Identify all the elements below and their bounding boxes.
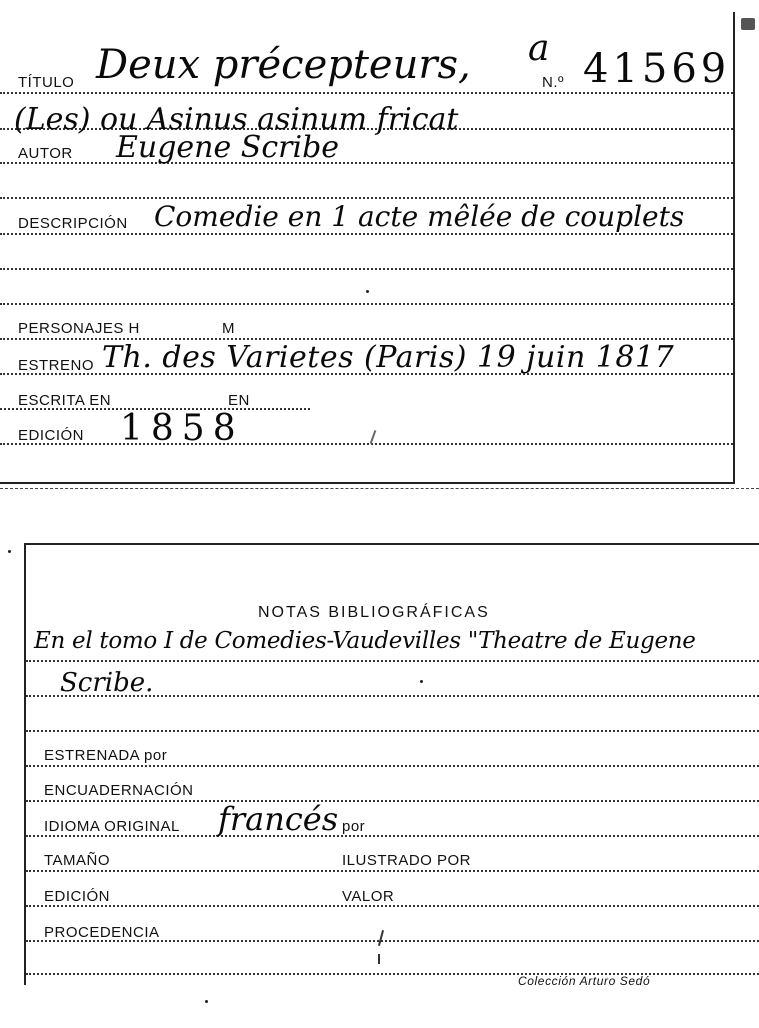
edicion-value: 1858 [120,408,244,449]
edicion-label: EDICIÓN [18,427,85,444]
personajes-m-label: M [222,320,235,337]
encuadernacion-label: ENCUADERNACIÓN [44,782,194,799]
numero-value: 41569 [583,46,731,92]
titulo-label: TÍTULO [18,74,75,91]
rule-line [26,870,759,872]
rule-line [0,92,733,94]
numero-label: N.º [542,74,564,91]
escrita-en-label: ESCRITA EN [18,392,112,409]
rule-line [26,835,759,837]
notas-value-line1: En el tomo I de Comedies-Vaudevilles "Theatre de Eugene [34,628,696,654]
ilustrado-label: ILUSTRADO POR [342,852,472,869]
autor-value: Eugene Scribe [116,130,340,165]
titulo-superscript: a [528,28,550,69]
stray-mark [205,1000,208,1003]
rule-line [26,905,759,907]
rule-line [0,443,733,445]
rule-line [26,800,759,802]
autor-label: AUTOR [18,145,73,162]
estreno-value: Th. des Varietes (Paris) 19 juin 1817 [102,340,675,375]
rule-line [0,268,733,270]
coleccion-imprint: Colección Arturo Sedó [518,974,651,988]
rule-line [26,730,759,732]
escrita-en-second-label: EN [228,392,250,409]
rule-line [0,197,733,199]
idioma-label: IDIOMA ORIGINAL [44,818,180,835]
idioma-por-label: por [342,818,366,835]
rule-line [26,660,759,662]
descripcion-value: Comedie en 1 acte mêlée de couplets [154,200,685,233]
stray-mark [741,18,755,30]
rule-line [0,162,733,164]
stray-mark [378,954,380,964]
notas-heading: NOTAS BIBLIOGRÁFICAS [258,604,490,621]
cut-line [0,488,759,489]
procedencia-label: PROCEDENCIA [44,924,160,941]
stray-mark [366,290,369,293]
descripcion-label: DESCRIPCIÓN [18,215,128,232]
edicion-bottom-label: EDICIÓN [44,888,111,905]
estreno-label: ESTRENO [18,357,95,374]
rule-line [0,233,733,235]
titulo-value-line1: Deux précepteurs, [96,42,471,88]
rule-line [26,765,759,767]
personajes-h-label: PERSONAJES H [18,320,140,337]
titulo-value-line2: (Les) ou Asinus asinum fricat [14,102,459,137]
estrenada-label: ESTRENADA por [44,747,168,764]
idioma-value: francés [218,800,339,838]
rule-line [0,303,733,305]
stray-mark [8,550,11,553]
stray-mark [420,680,423,683]
valor-label: VALOR [342,888,395,905]
notas-value-line2: Scribe. [60,668,154,698]
tamano-label: TAMAÑO [44,852,111,869]
